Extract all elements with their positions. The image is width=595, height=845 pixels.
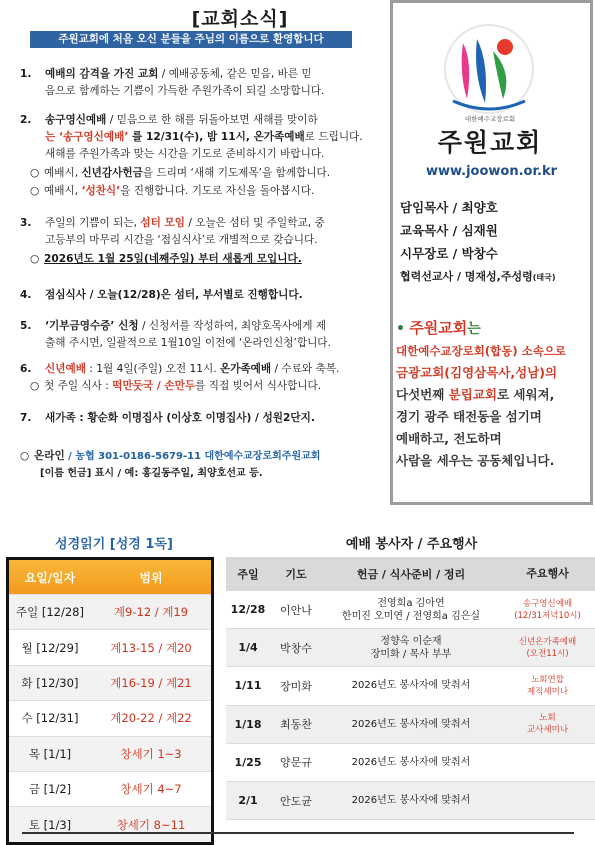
item-text: / 믿음으로 한 해를 뒤돌아보면 새해를 맞이하 <box>106 114 318 126</box>
item-text: 새해를 주원가족과 맞는 시간을 기도로 준비하시기 바랍니다. <box>45 148 325 160</box>
duty-assignment: 2026년도 봉사자에 맞춰서 <box>351 718 471 730</box>
service-date: 1/25 <box>234 755 262 769</box>
online-giving: ○ 온라인 / 농협 301-0186-5679-11 대한예수교장로회주원교회 <box>20 450 321 462</box>
table-row <box>9 806 211 841</box>
item-highlight: 는 ‘송구영신예배’ <box>45 131 129 143</box>
service-date: 2/1 <box>238 794 258 808</box>
column-header: 주요행사 <box>526 567 569 580</box>
service-table <box>226 557 595 820</box>
table-row <box>226 591 595 629</box>
prayer-leader: 이안나 <box>280 603 312 617</box>
prayer-leader: 안도균 <box>280 794 312 808</box>
church-website[interactable]: www.joowon.or.kr <box>425 164 558 179</box>
reading-range: 계9-12 / 계19 <box>113 605 189 620</box>
duty-assignment: 정향옥 이순재 장미화 / 목사 부부 <box>370 635 452 660</box>
table-row <box>226 744 595 782</box>
denomination-label: 대한예수교장로회 <box>464 115 516 123</box>
divider <box>22 832 574 834</box>
sub-item-2a: ○ 예배시, 신년감사헌금을 드리며 ‘새해 기도제목’을 함께합니다. <box>30 167 331 179</box>
item-heading: 송구영신예배 <box>45 114 107 126</box>
duty-assignment: 2026년도 봉사자에 맞춰서 <box>351 795 471 807</box>
bible-reading-table <box>6 557 214 845</box>
news-item-5: 5. ‘기부금영수증’ 신청 / 신청서를 작성하여, 최양호목사에게 제 출해 주시면, 일괄적으로 1월10일 이전에 ‘온라인신청’합니다. <box>20 320 331 349</box>
table-header <box>226 557 595 591</box>
sub-item-3: ○ 2026년도 1월 25일(네째주일) 부터 새롭게 모입니다. <box>30 253 302 265</box>
table-row <box>226 667 595 705</box>
reading-day: 화 [12/30] <box>21 675 79 690</box>
staff-education-pastor: 교육목사 / 심재원 <box>400 223 498 238</box>
reading-range: 창세기 8~11 <box>116 817 186 832</box>
news-item-2 <box>20 112 365 163</box>
staff-pastor: 담임목사 / 최양호 <box>400 200 498 215</box>
news-item-7: 7. 새가족 : 황순화 이명집사 (이상호 이명집사) / 성원2단지. <box>20 412 315 424</box>
service-date: 12/28 <box>230 603 266 617</box>
welcome-banner: 주원교회에 처음 오신 분들을 주님의 이름으로 환영합니다 <box>30 31 352 48</box>
column-header: 기도 <box>285 568 307 581</box>
table-row <box>9 665 211 700</box>
prayer-leader: 양문규 <box>280 756 312 770</box>
item-text: 로 드립니다. <box>304 131 363 143</box>
reading-range: 창세기 4~7 <box>120 782 182 797</box>
sub-item-6: ○ 첫 주일 식사 : 떡만둣국 / 손만두를 직접 빚어서 식사합니다. <box>30 380 322 392</box>
column-header: 요일/일자 <box>24 570 76 585</box>
reading-day: 월 [12/29] <box>21 640 79 655</box>
staff-elder: 시무장로 / 박창수 <box>400 246 498 261</box>
main-event: 노회 교사세미나 <box>526 713 569 736</box>
item-number: 1. <box>20 68 32 80</box>
sub-item-2b: ○ 예배시, ‘성찬식’을 진행합니다. 기도로 자신을 돌아봅시다. <box>30 185 315 197</box>
news-item-4: 4. 점심식사 / 오늘(12/28)은 섬터, 부서별로 진행합니다. <box>20 289 303 301</box>
staff-missionary: 협력선교사 / 명재성,주성령(태국) <box>400 270 556 283</box>
column-header: 헌금 / 식사준비 / 정리 <box>356 567 466 581</box>
table-row <box>226 706 595 744</box>
table-header <box>9 560 211 594</box>
church-name: 주원교회 <box>437 128 543 157</box>
prayer-leader: 장미화 <box>280 679 312 693</box>
news-item-3: 3. 주일의 기쁨이 되는, 섬터 모임 / 오늘은 섬터 및 주일학교, 중 고등부의 마무리 시간을 ‘점심식사’로 개별적으로 갖습니다. <box>20 215 365 249</box>
duty-assignment: 2026년도 봉사자에 맞춰서 <box>351 680 471 692</box>
service-date: 1/18 <box>234 717 262 731</box>
reading-day: 목 [1/1] <box>28 746 72 761</box>
prayer-leader: 박창수 <box>280 641 312 655</box>
item-text: / 예배공동체, 같은 믿음, 바른 믿 <box>158 68 312 80</box>
item-text: 고등부의 마무리 시간을 ‘점심식사’로 개별적으로 갖습니다. <box>45 234 318 246</box>
table-row <box>9 700 211 735</box>
news-item-6: 6. 신년예배 : 1월 4일(주일) 오전 11시. 온가족예배 / 수료와 축복. <box>20 363 340 375</box>
item-highlight: 를 12/31(수), 밤 11시, 온가족예배 <box>128 131 305 143</box>
table-row <box>226 629 595 667</box>
table-row <box>9 771 211 806</box>
prayer-leader: 최동찬 <box>280 718 312 732</box>
item-number: 3. <box>20 217 32 229</box>
reading-day: 수 [12/31] <box>21 711 79 726</box>
reading-day: 주일 [12/28] <box>16 605 84 620</box>
duty-assignment: 2026년도 봉사자에 맞춰서 <box>351 756 471 768</box>
bible-reading-title: 성경읽기 [성경 1독] <box>55 537 173 552</box>
main-event: 노회연합 제직세미나 <box>526 674 569 697</box>
duty-assignment: 전영희a 김아연 한미진 오미연 / 전영희a 김은실 <box>341 597 481 622</box>
reading-day: 금 [1/2] <box>28 782 72 797</box>
church-description: • 주원교회는 대한예수교장로회(합동) 소속으로 금광교회(김영삼목사,성남)의 다섯번째 분립교회로 세워져, 경기 광주 태전동을 섬기며 예배하고, 전도하며 사람을 세우는 공동체입니다. <box>396 319 567 468</box>
service-date: 1/11 <box>234 679 262 693</box>
reading-range: 창세기 1~3 <box>120 746 182 761</box>
online-giving-note: [이름 헌금] 표시 / 예: 홍길동주일, 최양호선교 등. <box>40 468 263 479</box>
news-title: [교회소식] <box>140 4 340 31</box>
item-text: 음으로 함께하는 기쁨이 가득한 주원가족이 되길 소망합니다. <box>45 85 325 97</box>
service-date: 1/4 <box>238 641 258 655</box>
item-heading: 예배의 감격을 가진 교회 <box>45 68 159 80</box>
column-header: 주일 <box>237 568 259 581</box>
main-event: 송구영신예배 (12/31저녁10시) <box>514 598 581 621</box>
reading-range: 계16-19 / 계21 <box>110 675 192 690</box>
service-table-title: 예배 봉사자 / 주요행사 <box>345 537 478 552</box>
table-row <box>226 782 595 820</box>
table-row <box>9 594 211 629</box>
reading-range: 계20-22 / 계22 <box>110 711 192 726</box>
column-header: 범위 <box>139 570 163 585</box>
table-row <box>9 736 211 771</box>
reading-range: 계13-15 / 계20 <box>110 640 192 655</box>
main-event: 신년온가족예배 (오전11시) <box>518 636 577 659</box>
reading-day: 토 [1/3] <box>28 817 72 832</box>
item-number: 2. <box>20 114 32 126</box>
table-row <box>9 629 211 664</box>
news-item-1 <box>20 66 365 100</box>
